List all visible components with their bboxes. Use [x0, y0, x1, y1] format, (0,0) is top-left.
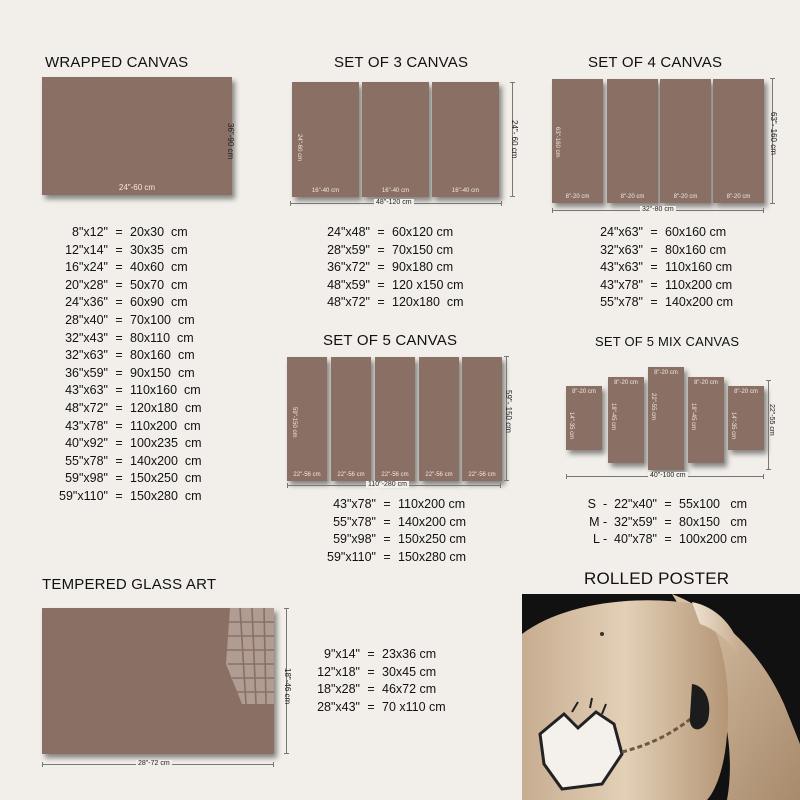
size-row — [318, 277, 464, 295]
size-cm: 150x250 cm — [398, 532, 467, 547]
size-equals: = — [115, 488, 123, 503]
set5mix-size-list — [575, 496, 747, 549]
size-equals: = — [367, 647, 375, 661]
size-row — [52, 365, 202, 383]
set5mix-panel-height-label: 22"-55 cm — [650, 393, 656, 421]
size-equals: = — [650, 295, 658, 310]
size-equals: = — [377, 242, 385, 257]
size-inches: 20"x28" — [65, 277, 108, 292]
size-row — [52, 382, 202, 400]
size-cm: 120 x150 cm — [392, 277, 464, 292]
size-row — [52, 224, 202, 242]
size-equals: = — [115, 453, 123, 468]
set4-panel-width-label: 8"-20 cm — [726, 194, 751, 200]
size-cm: 140x200 cm — [398, 514, 467, 529]
size-inches: 55"x78" — [600, 295, 643, 310]
set3-panel-width-label: 16"-40 cm — [381, 188, 410, 194]
size-row — [318, 496, 466, 514]
size-cm: 80x110 cm — [130, 330, 194, 345]
size-row — [591, 294, 733, 312]
glass-art-preview — [42, 608, 274, 754]
set4-panel-width-label: 8"-20 cm — [673, 194, 698, 200]
size-inches: 12"x14" — [65, 242, 108, 257]
set5mix-panel — [728, 386, 764, 450]
set5-panel-width-label: 22"-56 cm — [425, 472, 453, 478]
set4-total-width-label: 32"-80 cm — [642, 206, 674, 213]
set4-panel-width-label: 8"-20 cm — [620, 194, 645, 200]
set5mix-panel-height-label: 14"-35 cm — [568, 412, 574, 440]
set5mix-panel-width-label: 8"-20 cm — [654, 370, 678, 376]
size-cm: 110x160 cm — [665, 260, 733, 275]
size-inches: 28"x43" — [317, 699, 360, 714]
size-inches: 48"x59" — [327, 277, 370, 292]
glass-size-list — [304, 646, 446, 716]
size-inches: 59"x98" — [333, 532, 376, 547]
size-row — [52, 400, 202, 418]
size-equals: = — [383, 514, 391, 529]
glass-art-title: TEMPERED GLASS ART — [42, 576, 217, 593]
size-cm: 60x90 cm — [130, 295, 188, 310]
size-cm: 80x160 cm — [665, 242, 727, 257]
wrapped-canvas-preview — [42, 77, 235, 195]
size-inches: 8"x12" — [72, 225, 108, 239]
size-cm: 60x160 cm — [665, 225, 727, 239]
size-row — [52, 418, 202, 436]
size-inches: 43"x63" — [65, 383, 108, 398]
size-inches: 32"x43" — [65, 330, 108, 345]
size-cm: 46x72 cm — [382, 682, 437, 697]
size-cm: 90x150 cm — [130, 365, 195, 380]
size-inches: 40"x92" — [65, 436, 108, 451]
glass-height-label: 18"-46 cm — [283, 668, 292, 705]
size-cm: 80x160 cm — [130, 348, 195, 363]
set5-panel — [287, 357, 327, 481]
set4-total-height-label: 63"- 160 cm — [769, 112, 778, 155]
set5-canvas-title: SET OF 5 CANVAS — [323, 332, 458, 349]
size-equals: = — [115, 436, 123, 451]
size-equals: = — [367, 664, 375, 679]
size-equals: = — [377, 260, 385, 275]
size-inches: 43"x78" — [65, 418, 108, 433]
size-row — [52, 277, 202, 295]
rolled-poster-image — [522, 594, 800, 800]
size-equals: = — [664, 514, 672, 529]
size-row — [52, 330, 202, 348]
set3-total-width-label: 48"-120 cm — [376, 199, 412, 206]
size-row — [304, 664, 446, 682]
size-equals: = — [115, 312, 123, 327]
size-equals: = — [383, 549, 391, 564]
size-inches: 9"x14" — [324, 647, 360, 661]
size-row — [591, 224, 733, 242]
size-equals: = — [115, 365, 123, 380]
glass-reflection-grid — [222, 608, 274, 704]
size-row — [52, 259, 202, 277]
size-inches: 18"x28" — [317, 682, 360, 697]
size-inches: 43"x78" — [600, 277, 643, 292]
size-cm: 150x280 cm — [398, 549, 467, 564]
size-row — [52, 435, 202, 453]
set5mix-panel — [688, 377, 724, 463]
set5-total-width-label: 110"-280 cm — [368, 481, 407, 488]
set3-panel-height-label: 24"-60 cm — [296, 134, 302, 162]
size-cm: 110x200 cm — [398, 497, 466, 511]
set5mix-total-width-label: 40"-100 cm — [650, 472, 686, 479]
set5mix-panel-width-label: 8"-20 cm — [734, 389, 758, 395]
size-cm: 110x200 cm — [665, 277, 733, 292]
set5mix-total-height-label: 22"-55 cm — [768, 404, 775, 436]
size-cm: 20x30 cm — [130, 225, 188, 239]
set4-panel-height-label: 63"-160 cm — [554, 127, 560, 158]
rolled-poster-photo — [522, 594, 800, 800]
set3-canvas-title: SET OF 3 CANVAS — [334, 54, 469, 71]
size-equals: = — [115, 348, 123, 363]
size-row — [318, 514, 466, 532]
set5mix-panel — [648, 367, 684, 470]
size-inches: 28"x40" — [65, 312, 108, 327]
size-row — [52, 312, 202, 330]
size-row — [575, 531, 747, 549]
set5-panel-width-label: 22"-56 cm — [293, 472, 321, 478]
size-row — [304, 681, 446, 699]
set3-panel — [432, 82, 499, 197]
size-equals: = — [115, 277, 123, 292]
size-inches: 24"x48" — [327, 225, 370, 239]
size-equals: = — [115, 242, 123, 257]
size-inches: 48"x72" — [327, 295, 370, 310]
set5mix-panel-height-label: 14"-35 cm — [730, 412, 736, 440]
wrapped-height-label: 36"-90 cm — [226, 123, 235, 160]
set3-panel — [362, 82, 429, 197]
set5mix-panel-width-label: 8"-20 cm — [572, 389, 596, 395]
size-equals: = — [377, 295, 385, 310]
size-equals: = — [115, 260, 123, 275]
size-inches: 55"x78" — [65, 453, 108, 468]
size-equals: = — [115, 225, 123, 239]
set5-panel-width-label: 22"-56 cm — [381, 472, 409, 478]
size-cm: 110x160 cm — [130, 383, 201, 398]
size-row — [318, 242, 464, 260]
size-cm: 50x70 cm — [130, 277, 188, 292]
size-row — [318, 549, 466, 567]
size-row — [304, 699, 446, 717]
size-inches: 48"x72" — [65, 400, 108, 415]
size-cm: 90x180 cm — [392, 260, 454, 275]
size-row — [304, 646, 446, 664]
size-inches: 59"x110" — [327, 549, 376, 564]
wrapped-width-label: 24"-60 cm — [118, 183, 156, 192]
size-cm: 110x200 cm — [130, 418, 201, 433]
size-cm: 80x150 cm — [679, 514, 748, 529]
set4-size-list — [591, 224, 733, 312]
size-inches: S - 22"x40" — [587, 497, 657, 511]
size-inches: 24"x36" — [65, 295, 108, 310]
size-equals: = — [664, 532, 672, 547]
size-inches: 32"x63" — [600, 242, 643, 257]
size-cm: 40x60 cm — [130, 260, 188, 275]
size-inches: 32"x63" — [65, 348, 108, 363]
size-cm: 140x200 cm — [130, 453, 202, 468]
size-inches: 12"x18" — [317, 664, 360, 679]
set5-panel — [462, 357, 502, 481]
set5-size-list — [318, 496, 466, 566]
size-row — [52, 470, 202, 488]
size-row — [591, 242, 733, 260]
size-cm: 55x100 cm — [679, 497, 748, 511]
set3-size-list — [318, 224, 464, 312]
size-equals: = — [367, 682, 375, 697]
size-cm: 100x200 cm — [679, 532, 748, 547]
size-row — [52, 453, 202, 471]
size-cm: 120x180 cm — [130, 400, 202, 415]
size-row — [52, 294, 202, 312]
set5-panel-height-label: 59"-150 cm — [291, 407, 297, 438]
set4-panel — [713, 79, 764, 203]
size-cm: 100x235 cm — [130, 436, 202, 451]
size-cm: 140x200 cm — [665, 295, 734, 310]
size-row — [52, 347, 202, 365]
size-equals: = — [383, 532, 391, 547]
size-cm: 70x100 cm — [130, 312, 195, 327]
size-equals: = — [115, 330, 123, 345]
size-equals: = — [383, 497, 391, 511]
wrapped-size-list — [52, 224, 202, 506]
set3-panel-width-label: 16"-40 cm — [451, 188, 480, 194]
size-inches: 59"x98" — [65, 471, 108, 486]
glass-width-label: 28"-72 cm — [138, 760, 170, 767]
set4-panel — [552, 79, 603, 203]
size-cm: 150x250 cm — [130, 471, 202, 486]
size-inches: 59"x110" — [59, 488, 108, 503]
set5-panel — [419, 357, 459, 481]
size-row — [52, 488, 202, 506]
size-inches: 55"x78" — [333, 514, 376, 529]
size-equals: = — [650, 225, 658, 239]
set5-panel — [375, 357, 415, 481]
set5-panel — [331, 357, 371, 481]
set5-panel-width-label: 22"-56 cm — [337, 472, 365, 478]
size-cm: 70 x110 cm — [382, 699, 446, 714]
size-equals: = — [650, 260, 658, 275]
size-row — [318, 531, 466, 549]
set3-total-height-label: 24"- 60 cm — [510, 120, 519, 159]
set4-canvas-title: SET OF 4 CANVAS — [588, 54, 723, 71]
size-equals: = — [115, 418, 123, 433]
size-row — [575, 496, 747, 514]
set5mix-panel — [566, 386, 602, 450]
size-inches: M - 32"x59" — [589, 514, 657, 529]
size-cm: 30x35 cm — [130, 242, 188, 257]
size-cm: 70x150 cm — [392, 242, 454, 257]
size-cm: 150x280 cm — [130, 488, 202, 503]
size-equals: = — [115, 471, 123, 486]
size-row — [318, 224, 464, 242]
set5mix-panel-width-label: 8"-20 cm — [614, 380, 638, 386]
set5mix-panel-height-label: 18"-45 cm — [610, 403, 616, 431]
set5mix-panel — [608, 377, 644, 463]
size-inches: 16"x24" — [65, 260, 108, 275]
rolled-poster-title: ROLLED POSTER — [584, 569, 730, 588]
size-inches: 36"x72" — [327, 260, 370, 275]
size-inches: 43"x63" — [600, 260, 643, 275]
set5mix-panel-width-label: 8"-20 cm — [694, 380, 718, 386]
size-row — [318, 259, 464, 277]
size-inches: L - 40"x78" — [592, 532, 657, 547]
size-equals: = — [367, 699, 375, 714]
set5mix-canvas-title: SET OF 5 MIX CANVAS — [595, 334, 740, 349]
set5-panel-width-label: 22"-56 cm — [468, 472, 496, 478]
set4-panel-width-label: 8"-20 cm — [565, 194, 590, 200]
set5mix-panel-height-label: 18"-45 cm — [690, 403, 696, 431]
size-row — [318, 294, 464, 312]
size-equals: = — [664, 497, 672, 511]
set4-panel — [660, 79, 711, 203]
size-equals: = — [115, 400, 123, 415]
size-cm: 120x180 cm — [392, 295, 464, 310]
size-equals: = — [650, 242, 658, 257]
size-inches: 36"x59" — [65, 365, 108, 380]
size-cm: 23x36 cm — [382, 647, 437, 661]
set5-total-height-label: 59"- 150 cm — [504, 390, 513, 433]
set3-panel — [292, 82, 359, 197]
size-cm: 30x45 cm — [382, 664, 437, 679]
set3-panel-width-label: 16"-40 cm — [311, 188, 340, 194]
wrapped-canvas-title: WRAPPED CANVAS — [45, 54, 189, 71]
size-equals: = — [650, 277, 658, 292]
size-equals: = — [115, 295, 123, 310]
size-equals: = — [377, 277, 385, 292]
size-inches: 43"x78" — [333, 497, 376, 511]
size-row — [575, 514, 747, 532]
size-equals: = — [115, 383, 123, 398]
size-inches: 28"x59" — [327, 242, 370, 257]
size-cm: 60x120 cm — [392, 225, 454, 239]
size-inches: 24"x63" — [600, 225, 643, 239]
size-row — [52, 242, 202, 260]
size-row — [591, 277, 733, 295]
size-equals: = — [377, 225, 385, 239]
size-row — [591, 259, 733, 277]
set4-panel — [607, 79, 658, 203]
